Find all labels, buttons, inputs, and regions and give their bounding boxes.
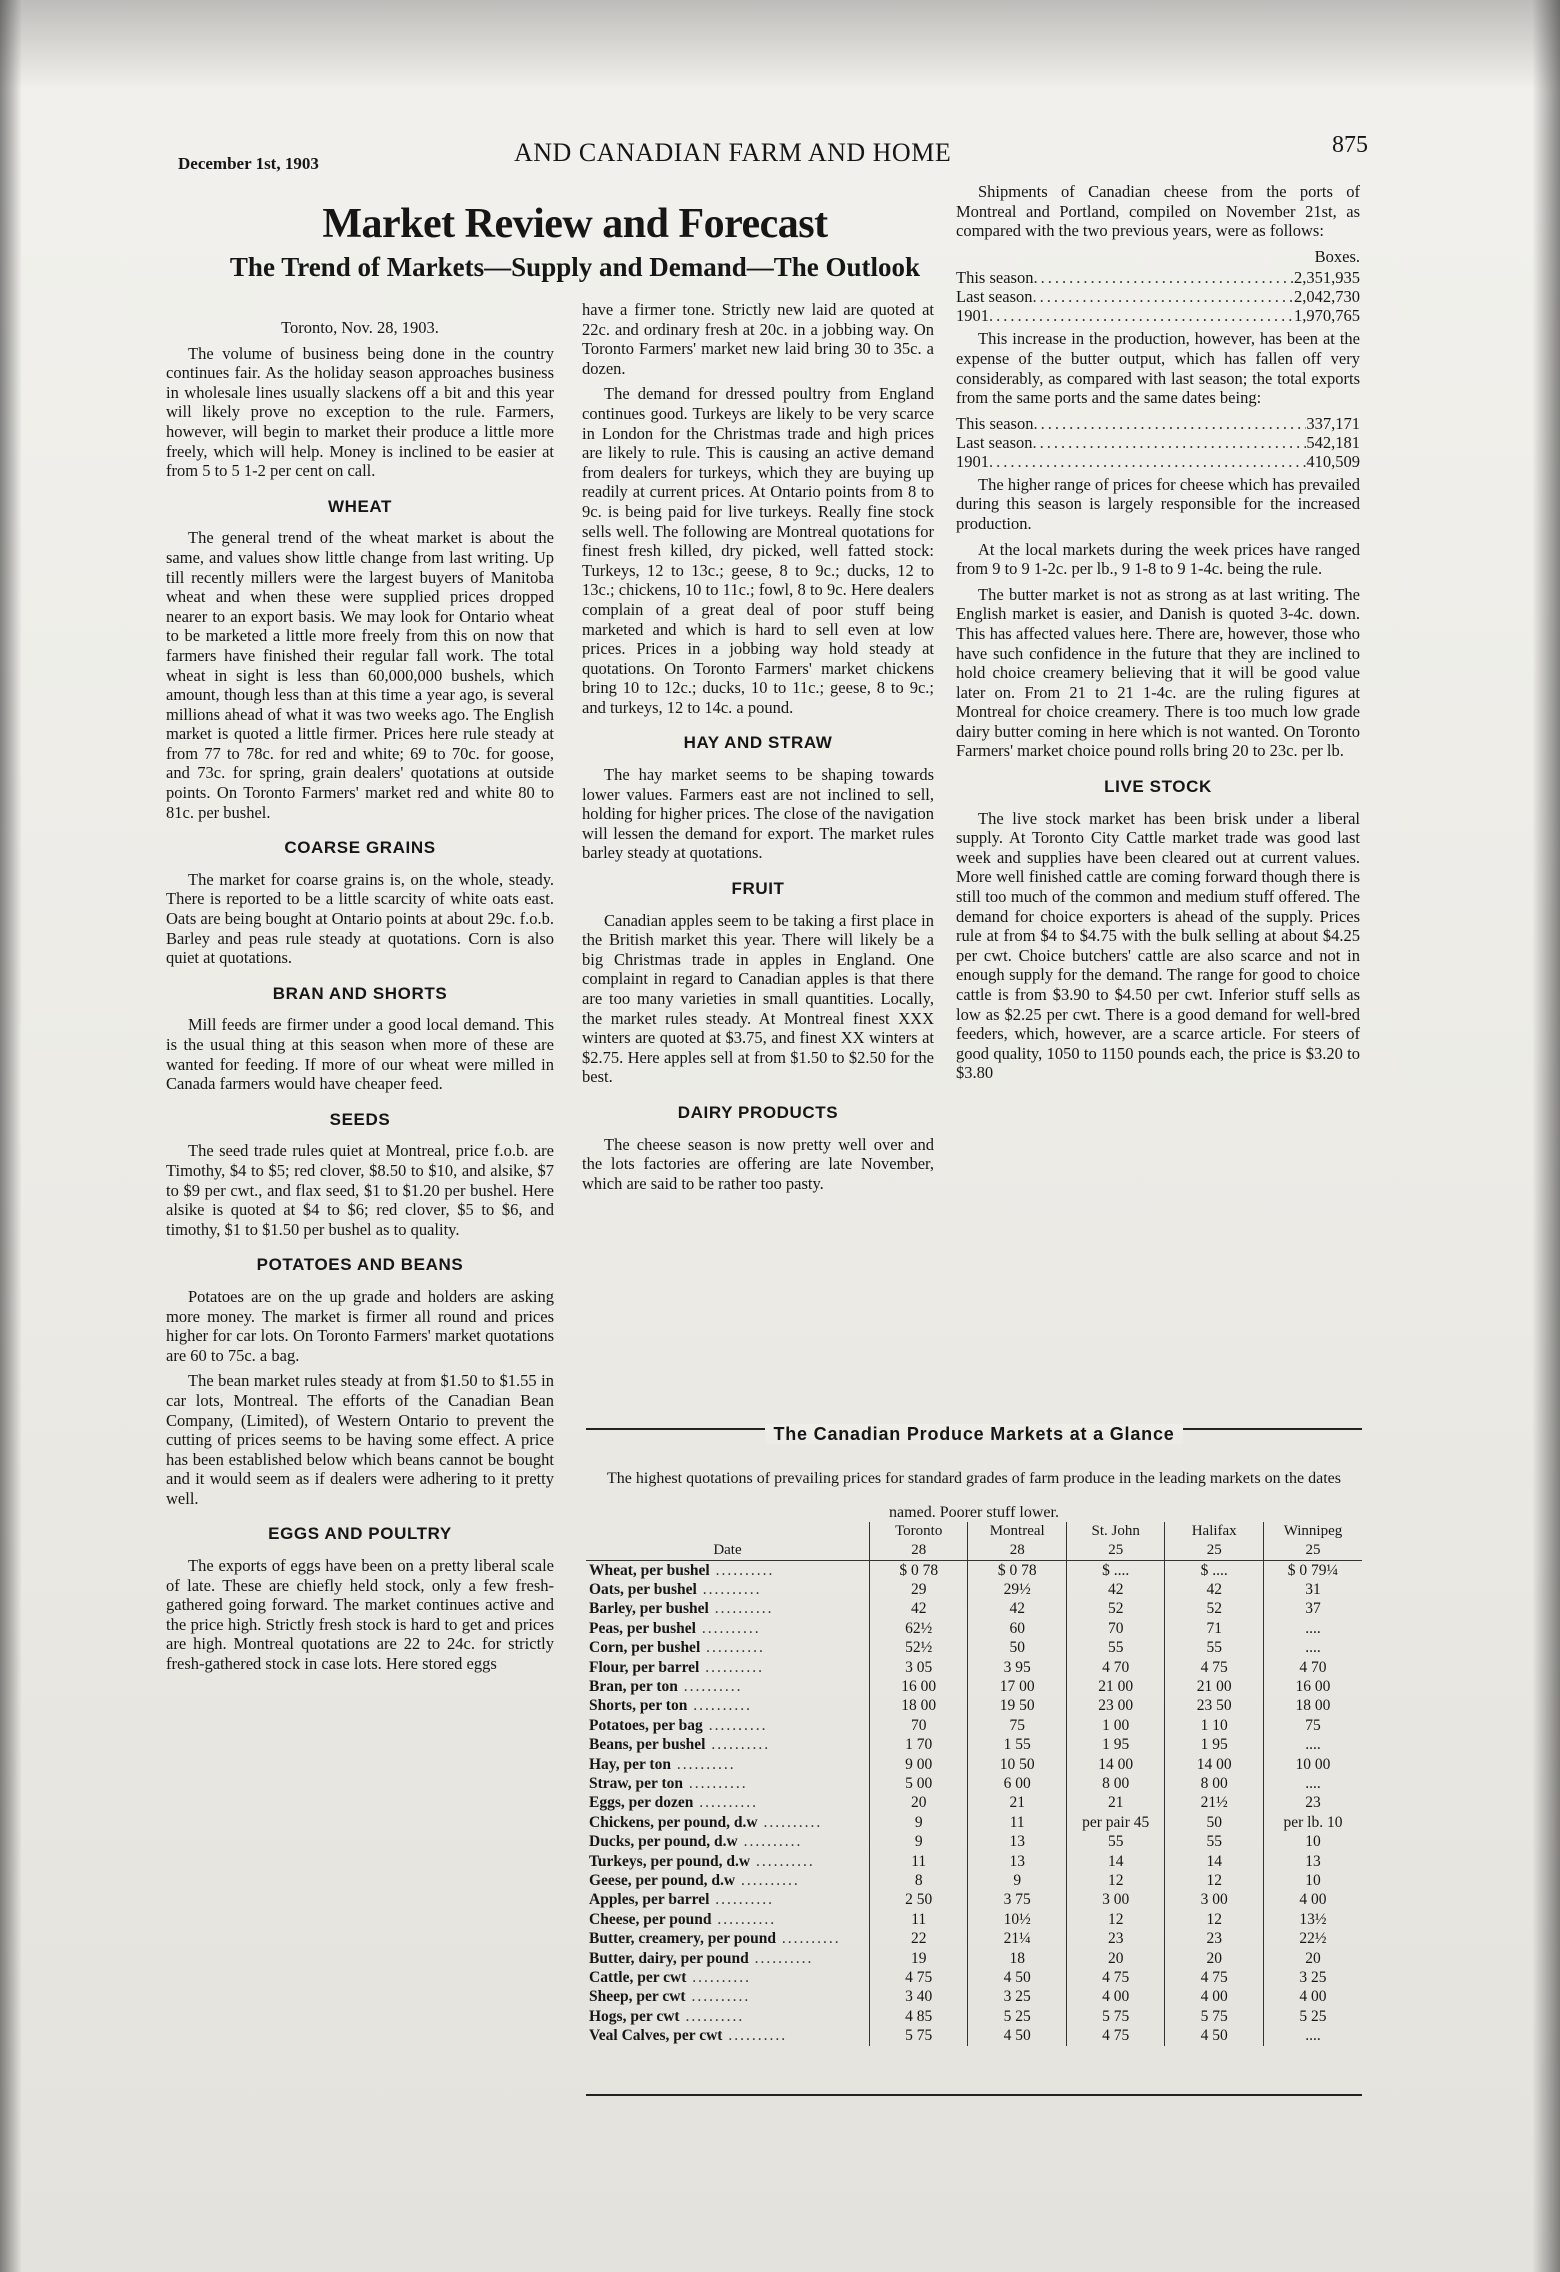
price-cell: 9 00 bbox=[869, 1755, 968, 1774]
heading-bran-shorts: BRAN AND SHORTS bbox=[272, 983, 448, 1003]
price-cell: 4 70 bbox=[1066, 1658, 1165, 1677]
price-cell: 16 00 bbox=[869, 1677, 968, 1696]
price-cell: 55 bbox=[1165, 1639, 1264, 1658]
price-cell: 70 bbox=[1066, 1619, 1165, 1638]
cheese-shipments-list bbox=[956, 247, 1360, 326]
price-cell: 55 bbox=[1165, 1832, 1264, 1851]
price-cell: 23 50 bbox=[1165, 1697, 1264, 1716]
price-cell: .... bbox=[1263, 1639, 1362, 1658]
row-item: Flour, per barrel .......... bbox=[589, 1658, 764, 1676]
potatoes-paragraph: Potatoes are on the up grade and holders are asking more money. The market is firmer all round and prices higher for car lots. On Toronto Farmers' market quotations are 60 to 75c. a bag. bbox=[166, 1286, 554, 1365]
row-item: Veal Calves, per cwt .......... bbox=[589, 2027, 788, 2045]
price-cell: 1 00 bbox=[1066, 1716, 1165, 1735]
article-title: Market Review and Forecast bbox=[322, 201, 828, 247]
table-row bbox=[586, 1832, 1362, 1851]
price-cell: 3 05 bbox=[869, 1658, 968, 1677]
table-row bbox=[586, 1988, 1362, 2007]
price-cell: 18 bbox=[968, 1949, 1067, 1968]
intro-paragraph: The volume of business being done in the country continues fair. As the holiday season approaches business in wholesale lines usually slackens off a bit and this year will likely prove no exception to the rule. Farmers, however, will begin to market their produce a little more freely, which will help. Money is inclined to be easier at from 5 to 5 1-2 per cent on call. bbox=[166, 343, 554, 481]
price-cell: 13 bbox=[1263, 1852, 1362, 1871]
price-cell: 21½ bbox=[1165, 1794, 1264, 1813]
beans-paragraph: The bean market rules steady at from $1.50 to $1.55 in car lots, Montreal. The efforts of the Canadian Bean Company, (Limited), of Western Ontario to prevent the cutting of prices seems to be having some effect. A price has been established below which beans cannot be bought and it would seem as if dealers were adhering to it pretty well. bbox=[166, 1371, 554, 1508]
price-cell: 20 bbox=[1066, 1949, 1165, 1968]
table-row bbox=[586, 1736, 1362, 1755]
row-item: Butter, creamery, per pound .......... bbox=[589, 1930, 841, 1948]
heading-potatoes-beans: POTATOES AND BEANS bbox=[256, 1255, 464, 1275]
price-cell: 60 bbox=[968, 1619, 1067, 1638]
table-row bbox=[586, 1774, 1362, 1793]
price-cell: 5 25 bbox=[968, 2007, 1067, 2026]
price-cell: 23 bbox=[1263, 1794, 1362, 1813]
price-cell: 14 00 bbox=[1066, 1755, 1165, 1774]
column-header: Toronto bbox=[869, 1522, 968, 1541]
price-cell: 18 00 bbox=[869, 1697, 968, 1716]
price-cell: 11 bbox=[869, 1910, 968, 1929]
bran-shorts-paragraph: Mill feeds are firmer under a good local demand. This is the usual thing at this season when more of these are wanted for feeding. If more of our wheat were milled in Canada farmers would have cheaper feed. bbox=[166, 1015, 554, 1094]
price-cell: 42 bbox=[1165, 1580, 1264, 1599]
seeds-paragraph: The seed trade rules quiet at Montreal, price f.o.b. are Timothy, $4 to $5; red clover, $8.50 to $10, and alsike, $7 to $9 per cwt., and flax seed, $1 to $1.20 per bushel. Here alsike is quoted at $4 to $6; red clover, $5 to $6, and timothy, $1 to $1.50 per bushel as to quality. bbox=[166, 1141, 554, 1239]
price-cell: 20 bbox=[869, 1794, 968, 1813]
cheese-row: Last season ..... 2,042,730 bbox=[956, 287, 1360, 306]
dairy-shipments-paragraph: Shipments of Canadian cheese from the ports of Montreal and Portland, compiled on November 21st, as compared with the two previous years, were as follows: bbox=[956, 182, 1360, 241]
publication-name: AND CANADIAN FARM AND HOME bbox=[514, 138, 952, 167]
price-cell: 4 75 bbox=[1165, 1658, 1264, 1677]
eggs-paragraph-part-1: The exports of eggs have been on a pretty liberal scale of late. These are chiefly held stock, only a few fresh-gathered going forward. The market continues active and the price high. Strictly fresh stock is hard to get and prices are high. Montreal quotations are 22 to 24c. for strictly fresh-gathered stock in case lots. Here stored eggs bbox=[166, 1556, 554, 1674]
price-cell: 3 25 bbox=[968, 1988, 1067, 2007]
price-cell: 4 00 bbox=[1165, 1988, 1264, 2007]
price-cell: 4 75 bbox=[1066, 1968, 1165, 1987]
cheese-row: 1901 ..... 1,970,765 bbox=[956, 306, 1360, 325]
price-cell: 55 bbox=[1066, 1639, 1165, 1658]
row-item: Hay, per ton .......... bbox=[589, 1755, 736, 1773]
price-cell: 4 50 bbox=[968, 1968, 1067, 1987]
table-header-cities bbox=[586, 1522, 1362, 1541]
row-item: Geese, per pound, d.w .......... bbox=[589, 1871, 800, 1889]
column-date: 28 bbox=[968, 1541, 1067, 1561]
dateline: Toronto, Nov. 28, 1903. bbox=[281, 318, 439, 337]
price-cell: .... bbox=[1263, 1774, 1362, 1793]
cheese-unit-label: Boxes. bbox=[1314, 246, 1360, 266]
price-cell: 4 85 bbox=[869, 2007, 968, 2026]
price-cell: 20 bbox=[1165, 1949, 1264, 1968]
table-row bbox=[586, 1677, 1362, 1696]
price-cell: 3 00 bbox=[1066, 1891, 1165, 1910]
price-cell: 42 bbox=[1066, 1580, 1165, 1599]
price-cell: 5 25 bbox=[1263, 2007, 1362, 2026]
heading-coarse-grains: COARSE GRAINS bbox=[284, 838, 436, 858]
price-cell: $ .... bbox=[1165, 1561, 1264, 1581]
price-cell: 5 75 bbox=[1165, 2007, 1264, 2026]
price-cell: 1 55 bbox=[968, 1736, 1067, 1755]
price-cell: 52 bbox=[1165, 1600, 1264, 1619]
price-cell: 5 75 bbox=[1066, 2007, 1165, 2026]
price-cell: $ .... bbox=[1066, 1561, 1165, 1581]
price-cell: 8 00 bbox=[1066, 1774, 1165, 1793]
price-cell: 23 00 bbox=[1066, 1697, 1165, 1716]
price-cell: 14 bbox=[1165, 1852, 1264, 1871]
row-item: Bran, per ton .......... bbox=[589, 1678, 743, 1696]
price-cell: 4 75 bbox=[1165, 1968, 1264, 1987]
price-cell: 23 bbox=[1165, 1929, 1264, 1948]
price-cell: 52½ bbox=[869, 1639, 968, 1658]
price-cell: 3 40 bbox=[869, 1988, 968, 2007]
price-cell: per lb. 10 bbox=[1263, 1813, 1362, 1832]
column-date: 25 bbox=[1165, 1541, 1264, 1561]
row-item: Apples, per barrel .......... bbox=[589, 1891, 775, 1909]
price-cell: 19 50 bbox=[968, 1697, 1067, 1716]
price-cell: 2 50 bbox=[869, 1891, 968, 1910]
price-cell: 21 00 bbox=[1165, 1677, 1264, 1696]
row-item: Chickens, per pound, d.w .......... bbox=[589, 1813, 823, 1831]
row-item: Butter, dairy, per pound .......... bbox=[589, 1949, 814, 1967]
butter-row: Last season ..... 542,181 bbox=[956, 433, 1360, 452]
dairy-paragraph-4: The higher range of prices for cheese which has prevailed during this season is largely responsible for the increased production. bbox=[956, 474, 1360, 533]
table-row bbox=[586, 1639, 1362, 1658]
price-cell: 21 00 bbox=[1066, 1677, 1165, 1696]
table-row bbox=[586, 1949, 1362, 1968]
price-cell: 42 bbox=[968, 1600, 1067, 1619]
heading-wheat: WHEAT bbox=[327, 496, 393, 516]
table-row bbox=[586, 2007, 1362, 2026]
price-cell: 3 25 bbox=[1263, 1968, 1362, 1987]
price-cell: 31 bbox=[1263, 1580, 1362, 1599]
column-header: Montreal bbox=[968, 1522, 1067, 1541]
table-intro: The highest quotations of prevailing prices for standard grades of farm produce in the leading markets on the dates named. Poorer stuff lower. bbox=[607, 1470, 1341, 1521]
price-cell: 17 00 bbox=[968, 1677, 1067, 1696]
table-row bbox=[586, 1871, 1362, 1890]
price-cell: 13 bbox=[968, 1832, 1067, 1851]
table-title: The Canadian Produce Markets at a Glance bbox=[586, 1424, 1362, 1445]
table-row bbox=[586, 1619, 1362, 1638]
table-row bbox=[586, 1600, 1362, 1619]
row-item: Corn, per bushel .......... bbox=[589, 1639, 765, 1657]
butter-row: 1901 ..... 410,509 bbox=[956, 452, 1360, 471]
row-item: Hogs, per cwt .......... bbox=[589, 2007, 745, 2025]
price-cell: 37 bbox=[1263, 1600, 1362, 1619]
column-2 bbox=[582, 300, 934, 1199]
price-cell: 11 bbox=[869, 1852, 968, 1871]
price-cell: 22 bbox=[869, 1929, 968, 1948]
price-cell: 1 95 bbox=[1066, 1736, 1165, 1755]
price-cell: $ 0 78 bbox=[968, 1561, 1067, 1581]
dairy-paragraph-1: The cheese season is now pretty well over and the lots factories are offering are late November, which are said to be rather too pasty. bbox=[582, 1134, 934, 1193]
price-cell: 5 00 bbox=[869, 1774, 968, 1793]
table-row bbox=[586, 1813, 1362, 1832]
column-header: Halifax bbox=[1165, 1522, 1264, 1541]
price-cell: 4 75 bbox=[869, 1968, 968, 1987]
table-row bbox=[586, 1697, 1362, 1716]
heading-seeds: SEEDS bbox=[329, 1109, 391, 1129]
price-cell: 71 bbox=[1165, 1619, 1264, 1638]
heading-live-stock: LIVE STOCK bbox=[1104, 777, 1212, 797]
heading-eggs-poultry: EGGS AND POULTRY bbox=[268, 1524, 452, 1544]
fruit-paragraph: Canadian apples seem to be taking a first place in the British market this year. There will likely be a big Christmas trade in apples in England. One complaint in regard to Canadian apples is that there are too many varieties in small quantities. Locally, the market rules steady. At Montreal finest XXX winters are quoted at $3.75, and finest XX winters at $2.75. Here apples sell at from $1.50 to $2.50 for the best. bbox=[582, 910, 934, 1087]
price-cell: 12 bbox=[1066, 1910, 1165, 1929]
price-cell: 29½ bbox=[968, 1580, 1067, 1599]
price-cell: 13½ bbox=[1263, 1910, 1362, 1929]
price-cell: 22½ bbox=[1263, 1929, 1362, 1948]
scan-left-shadow bbox=[0, 0, 22, 2272]
row-item: Barley, per bushel .......... bbox=[589, 1600, 774, 1618]
price-cell: 3 95 bbox=[968, 1658, 1067, 1677]
table-row bbox=[586, 1580, 1362, 1599]
price-cell: 4 50 bbox=[968, 2026, 1067, 2045]
butter-row: This season ..... 337,171 bbox=[956, 414, 1360, 433]
cheese-row: This season ..... 2,351,935 bbox=[956, 268, 1360, 287]
running-head bbox=[178, 132, 1368, 173]
price-cell: 4 75 bbox=[1066, 2026, 1165, 2045]
price-cell: 10 00 bbox=[1263, 1755, 1362, 1774]
price-cell: 9 bbox=[968, 1871, 1067, 1890]
price-cell: 10 50 bbox=[968, 1755, 1067, 1774]
table-row bbox=[586, 1561, 1362, 1581]
column-date: 25 bbox=[1066, 1541, 1165, 1561]
table-row bbox=[586, 1891, 1362, 1910]
price-cell: 29 bbox=[869, 1580, 968, 1599]
dairy-paragraph-6: The butter market is not as strong as at last writing. The English market is easier, and Danish is quoted 3-4c. down. This has affected values here. There are, however, those who have such confidence in the future that they are inclined to hold choice creamery believing that it will be good value later on. From 21 to 21 1-4c. are the ruling figures at Montreal for choice creamery. There is too much low grade dairy butter coming in here which is not wanted. On Toronto Farmers' market choice pound rolls bring 20 to 23c. per lb. bbox=[956, 584, 1360, 761]
heading-hay-straw: HAY AND STRAW bbox=[683, 733, 833, 753]
price-cell: 4 00 bbox=[1066, 1988, 1165, 2007]
issue-date: December 1st, 1903 bbox=[178, 154, 319, 173]
row-item: Straw, per ton .......... bbox=[589, 1774, 748, 1792]
table-header-dates bbox=[586, 1541, 1362, 1561]
price-cell: 14 00 bbox=[1165, 1755, 1264, 1774]
price-cell: 75 bbox=[1263, 1716, 1362, 1735]
price-cell: .... bbox=[1263, 2026, 1362, 2045]
row-item: Peas, per bushel .......... bbox=[589, 1619, 761, 1637]
hay-straw-paragraph: The hay market seems to be shaping towards lower values. Farmers east are not inclined to sell, holding for higher prices. The close of the navigation will lessen the demand for export. The market rules barley steady at quotations. bbox=[582, 765, 934, 863]
price-cell: 50 bbox=[968, 1639, 1067, 1658]
row-item: Ducks, per pound, d.w .......... bbox=[589, 1833, 803, 1851]
price-cell: 4 00 bbox=[1263, 1891, 1362, 1910]
price-cell: 10½ bbox=[968, 1910, 1067, 1929]
price-cell: 10 bbox=[1263, 1871, 1362, 1890]
price-cell: .... bbox=[1263, 1736, 1362, 1755]
wheat-paragraph: The general trend of the wheat market is about the same, and values show little change from last writing. Up till recently millers were the largest buyers of Manitoba wheat and when these were supplied prices dropped nearer to an export basis. We may look for Ontario wheat to be marketed a little more freely from this on now that farmers have finished their regular fall work. The total wheat in sight is less than 60,000,000 bushels, which amount, though less than at this time a year ago, is several millions ahead of what it was two weeks ago. The English market is quoted a little firmer. Prices here rule steady at from 77 to 78c. for red and white; 69 to 70c. for goose, and 73c. for spring, grain dealers' quotations at outside points. On Toronto Farmers' market red and white 80 to 81c. per bushel. bbox=[166, 528, 554, 822]
produce-price-table bbox=[586, 1522, 1362, 2046]
table-row bbox=[586, 1716, 1362, 1735]
row-item: Sheep, per cwt .......... bbox=[589, 1988, 751, 2006]
price-cell: 21¼ bbox=[968, 1929, 1067, 1948]
price-cell: per pair 45 bbox=[1066, 1813, 1165, 1832]
row-item: Cattle, per cwt .......... bbox=[589, 1968, 752, 1986]
table-row bbox=[586, 1910, 1362, 1929]
row-item: Beans, per bushel .......... bbox=[589, 1736, 771, 1754]
dairy-paragraph-5: At the local markets during the week prices have ranged from 9 to 9 1-2c. per lb., 9 1-8 to 9 1-4c. being the rule. bbox=[956, 539, 1360, 579]
row-item: Cheese, per pound .......... bbox=[589, 1910, 777, 1928]
price-cell: 42 bbox=[869, 1600, 968, 1619]
price-cell: $ 0 78 bbox=[869, 1561, 968, 1581]
price-cell: 21 bbox=[968, 1794, 1067, 1813]
row-item: Eggs, per dozen .......... bbox=[589, 1794, 758, 1812]
row-item: Turkeys, per pound, d.w .......... bbox=[589, 1852, 815, 1870]
price-cell: 10 bbox=[1263, 1832, 1362, 1851]
price-cell: 12 bbox=[1165, 1910, 1264, 1929]
price-cell: 8 bbox=[869, 1871, 968, 1890]
column-header: Winnipeg bbox=[1263, 1522, 1362, 1541]
row-item: Oats, per bushel .......... bbox=[589, 1581, 762, 1599]
price-cell: 9 bbox=[869, 1832, 968, 1851]
table-row bbox=[586, 1658, 1362, 1677]
price-cell: 12 bbox=[1165, 1871, 1264, 1890]
column-date: 25 bbox=[1263, 1541, 1362, 1561]
table-row bbox=[586, 1755, 1362, 1774]
price-cell: 21 bbox=[1066, 1794, 1165, 1813]
column-3 bbox=[956, 182, 1360, 1089]
heading-fruit: FRUIT bbox=[731, 879, 785, 899]
column-1 bbox=[166, 318, 554, 1680]
article-subtitle: The Trend of Markets—Supply and Demand—The Outlook bbox=[229, 252, 921, 282]
price-cell: 14 bbox=[1066, 1852, 1165, 1871]
price-cell: 5 75 bbox=[869, 2026, 968, 2045]
table-row bbox=[586, 1929, 1362, 1948]
heading-dairy: DAIRY PRODUCTS bbox=[677, 1102, 839, 1122]
price-cell: 70 bbox=[869, 1716, 968, 1735]
price-cell: 1 70 bbox=[869, 1736, 968, 1755]
price-cell: 23 bbox=[1066, 1929, 1165, 1948]
price-cell: 55 bbox=[1066, 1832, 1165, 1851]
butter-exports-list bbox=[956, 414, 1360, 471]
table-body bbox=[586, 1561, 1362, 2046]
price-cell: 4 70 bbox=[1263, 1658, 1362, 1677]
table-row bbox=[586, 1852, 1362, 1871]
column-header: St. John bbox=[1066, 1522, 1165, 1541]
live-stock-paragraph: The live stock market has been brisk under a liberal supply. At Toronto City Cattle market trade was good last week and supplies have been cleared out at current values. More well finished cattle are coming forward though there is still too much of the common and medium stuff offered. The demand for choice exporters is ahead of the supply. Prices rule at from $4 to $4.75 with the bulk selling at about $4.25 per cwt. Choice butchers' cattle are also scarce and not in enough supply for the demand. The range for good to choice cattle is from $3.90 to $4.50 per cwt. Inferior stuff sells as low as $2.25 per cwt. There is a good demand for well-bred feeders, which, however, are a scarce article. For steers of good quality, 1050 to 1150 pounds each, the price is $3.20 to $3.80 bbox=[956, 808, 1360, 1083]
price-cell: 8 00 bbox=[1165, 1774, 1264, 1793]
price-cell: 62½ bbox=[869, 1619, 968, 1638]
date-label: Date bbox=[586, 1541, 869, 1561]
page-number: 875 bbox=[1332, 132, 1368, 158]
price-cell: 3 75 bbox=[968, 1891, 1067, 1910]
price-cell: 52 bbox=[1066, 1600, 1165, 1619]
price-cell: 4 00 bbox=[1263, 1988, 1362, 2007]
price-cell: 4 50 bbox=[1165, 2026, 1264, 2045]
price-cell: 16 00 bbox=[1263, 1677, 1362, 1696]
price-cell: 11 bbox=[968, 1813, 1067, 1832]
price-cell: $ 0 79¼ bbox=[1263, 1561, 1362, 1581]
price-cell: 50 bbox=[1165, 1813, 1264, 1832]
price-cell: .... bbox=[1263, 1619, 1362, 1638]
price-cell: 9 bbox=[869, 1813, 968, 1832]
row-item: Shorts, per ton .......... bbox=[589, 1697, 752, 1715]
table-row bbox=[586, 1794, 1362, 1813]
price-cell: 12 bbox=[1066, 1871, 1165, 1890]
table-row bbox=[586, 2026, 1362, 2045]
table-bottom-rule bbox=[586, 2094, 1362, 2096]
price-cell: 75 bbox=[968, 1716, 1067, 1735]
poultry-paragraph: The demand for dressed poultry from England continues good. Turkeys are likely to be very scarce in London for the Christmas trade and high prices are likely to rule. This is causing an active demand from dealers for turkeys, which they are buying up readily at current prices. At Ontario points from 8 to 9c. is being paid for live turkeys. Really fine stock sells well. The following are Montreal quotations for finest fresh killed, dry picked, well fatted stock: Turkeys, 12 to 13c.; geese, 8 to 9c.; ducks, 12 to 13c.; chickens, 10 to 11c.; fowl, 8 to 9c. Here dealers complain of a great deal of poor stuff being marketed and which is hard to sell even at low prices. Prices in a jobbing way hold steady at quotations. On Toronto Farmers' market chickens bring 10 to 12c.; ducks, 10 to 11c.; geese, 8 to 9c.; and turkeys, 12 to 14c. a pound. bbox=[582, 384, 934, 717]
scan-right-shadow bbox=[1532, 0, 1560, 2272]
price-cell: 13 bbox=[968, 1852, 1067, 1871]
table-row bbox=[586, 1968, 1362, 1987]
price-cell: 18 00 bbox=[1263, 1697, 1362, 1716]
scan-top-shadow bbox=[0, 0, 1560, 90]
eggs-paragraph-part-2: have a firmer tone. Strictly new laid are quoted at 22c. and ordinary fresh at 20c. in a jobbing way. On Toronto Farmers' market new laid bring 30 to 35c. a dozen. bbox=[582, 300, 934, 378]
price-cell: 1 95 bbox=[1165, 1736, 1264, 1755]
price-cell: 6 00 bbox=[968, 1774, 1067, 1793]
row-item: Wheat, per bushel .......... bbox=[589, 1561, 775, 1579]
price-cell: 19 bbox=[869, 1949, 968, 1968]
coarse-grains-paragraph: The market for coarse grains is, on the whole, steady. There is reported to be a little scarcity of white oats east. Oats are being bought at Ontario points at about 29c. f.o.b. Barley and peas rule steady at quotations. Corn is also quiet at quotations. bbox=[166, 869, 554, 968]
price-cell: 1 10 bbox=[1165, 1716, 1264, 1735]
price-cell: 20 bbox=[1263, 1949, 1362, 1968]
price-cell: 3 00 bbox=[1165, 1891, 1264, 1910]
dairy-paragraph-3: This increase in the production, however, has been at the expense of the butter output, which has fallen off very considerably, as compared with last season; the total exports from the same ports and the same dates being: bbox=[956, 329, 1360, 408]
column-date: 28 bbox=[869, 1541, 968, 1561]
row-item: Potatoes, per bag .......... bbox=[589, 1716, 768, 1734]
